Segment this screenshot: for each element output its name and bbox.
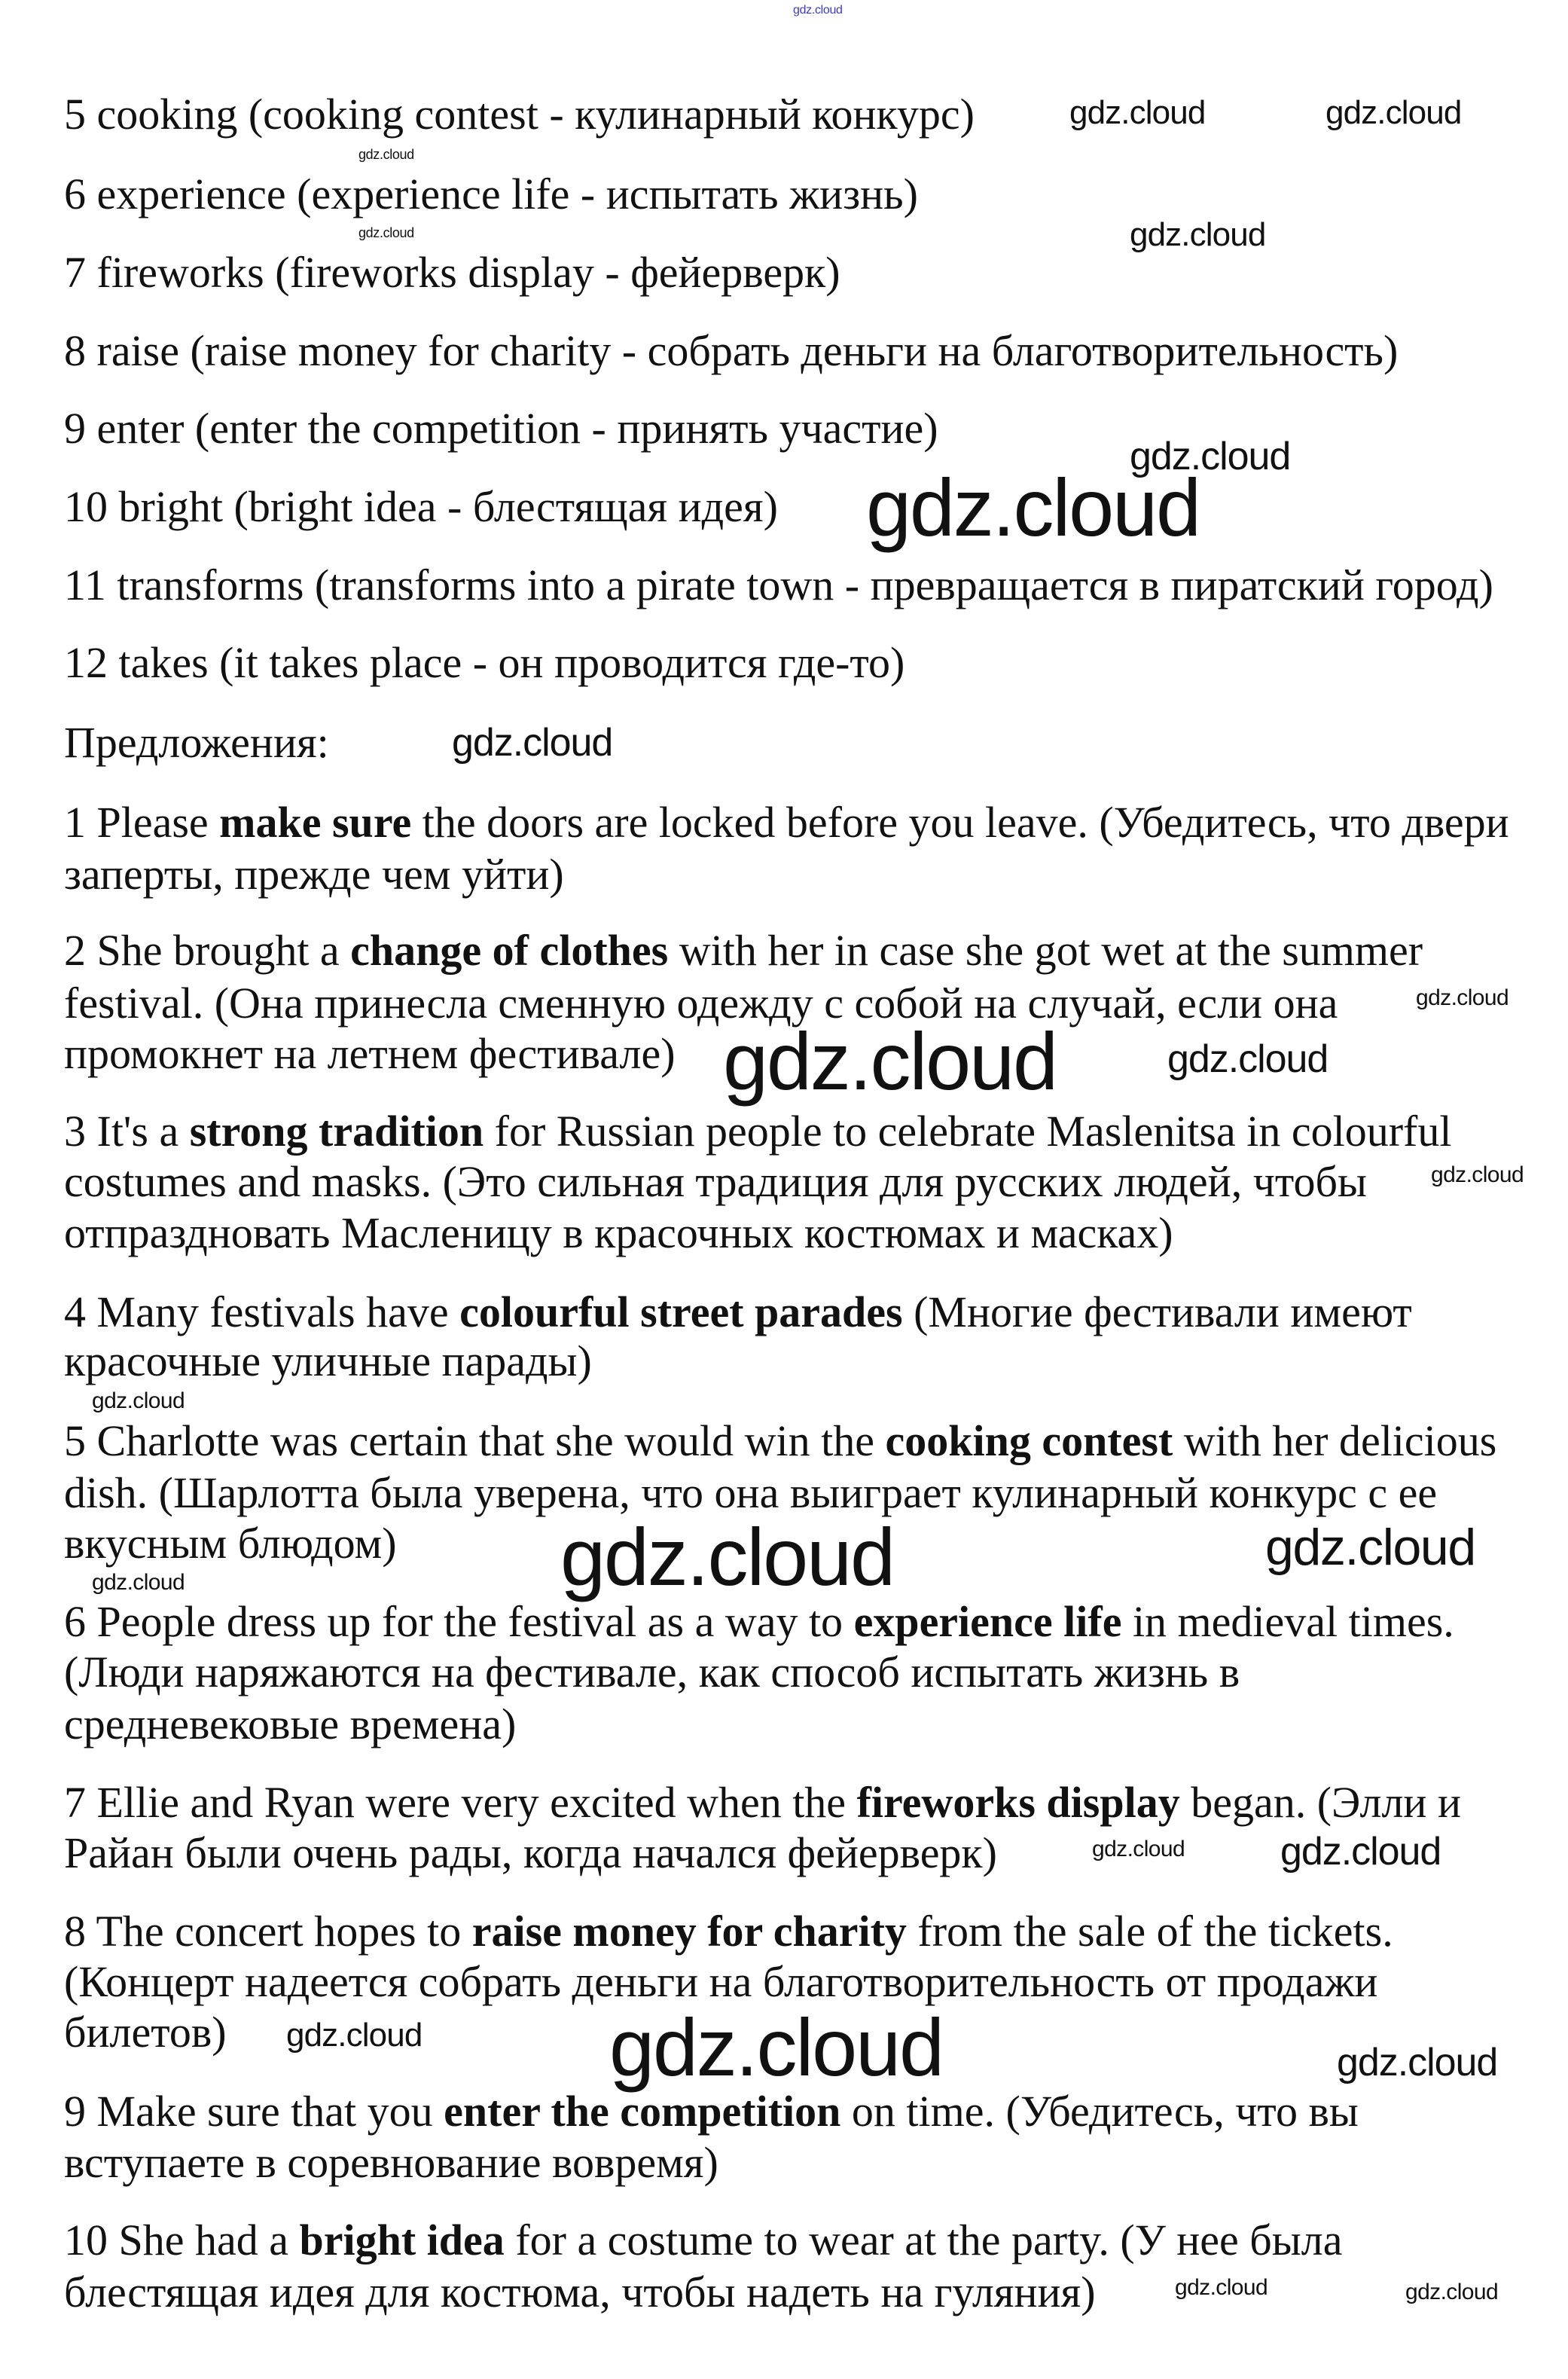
sentence-text: отпраздновать Масленицу в красочных костюмах и масках) xyxy=(64,1208,1173,1257)
watermark: gdz.cloud xyxy=(609,2002,943,2093)
watermark: gdz.cloud xyxy=(1130,216,1266,253)
sentence-text: for Russian people to celebrate Maslenitsa in colourful xyxy=(484,1107,1452,1156)
watermark: gdz.cloud xyxy=(286,2017,423,2054)
sentence-text: 6 People dress up for the festival as a way to xyxy=(64,1597,854,1646)
sentence-line xyxy=(64,1596,1454,1648)
key-phrase: strong tradition xyxy=(189,1107,484,1156)
sentence-text: красочные уличные парады) xyxy=(64,1336,592,1385)
sentence-text: 3 It's a xyxy=(64,1107,190,1156)
vocabulary-item: 10 bright (bright idea - блестящая идея) xyxy=(64,482,778,531)
key-phrase: raise money for charity xyxy=(471,1907,907,1956)
vocabulary-item: 11 transforms (transforms into a pirate town - превращается в пиратский город) xyxy=(64,560,1493,609)
sentence-text: заперты, прежде чем уйти) xyxy=(64,850,564,899)
sentence-line xyxy=(64,1698,516,1751)
sentence-text: on time. (Убедитесь, что вы xyxy=(840,2087,1359,2136)
sentence-text: (Люди наряжаются на фестивале, как способ испытать жизнь в xyxy=(64,1648,1240,1696)
sentence-line xyxy=(64,796,1509,849)
sentence-line xyxy=(64,1905,1393,1958)
watermark: gdz.cloud xyxy=(358,225,414,240)
sentence-text: 8 The concert hopes to xyxy=(64,1907,472,1956)
vocabulary-item: 5 cooking (cooking contest - кулинарный конкурс) xyxy=(64,90,975,139)
sentence-text: 4 Many festivals have xyxy=(64,1287,460,1336)
sentence-text: costumes and masks. (Это сильная традиция для русских людей, чтобы xyxy=(64,1157,1367,1206)
sentence-line xyxy=(64,1207,1173,1260)
sentence-line xyxy=(64,1335,592,1388)
key-phrase: experience life xyxy=(853,1597,1122,1646)
key-phrase: change of clothes xyxy=(350,926,669,975)
sentence-line xyxy=(64,1415,1496,1467)
sentence-text: 5 Charlotte was certain that she would win the xyxy=(64,1416,886,1465)
watermark: gdz.cloud xyxy=(1092,1837,1185,1861)
sentence-line xyxy=(64,1827,997,1880)
watermark: gdz.cloud xyxy=(793,4,843,17)
vocabulary-item: 6 experience (experience life - испытать жизнь) xyxy=(64,169,918,218)
sentence-text: билетов) xyxy=(64,2008,227,2057)
sentence-text: festival. (Она принесла сменную одежду с собой на случай, если она xyxy=(64,979,1338,1028)
key-phrase: bright idea xyxy=(299,2216,505,2264)
watermark: gdz.cloud xyxy=(1405,2280,1499,2304)
sentence-text: Райан были очень рады, когда начался фейерверк) xyxy=(64,1828,997,1877)
sentence-text: вкусным блюдом) xyxy=(64,1519,397,1568)
watermark: gdz.cloud xyxy=(1416,985,1509,1010)
sentence-text: began. (Элли и xyxy=(1179,1778,1461,1827)
sentence-text: with her delicious xyxy=(1173,1416,1497,1465)
sentence-line xyxy=(64,1105,1451,1158)
sentence-text: 10 She had a xyxy=(64,2216,300,2264)
watermark: gdz.cloud xyxy=(92,1388,185,1413)
watermark: gdz.cloud xyxy=(1069,94,1206,131)
watermark: gdz.cloud xyxy=(1175,2275,1268,2300)
vocabulary-item: 8 raise (raise money for charity - собрать деньги на благотворительность) xyxy=(64,326,1399,375)
watermark: gdz.cloud xyxy=(92,1570,185,1595)
watermark: gdz.cloud xyxy=(1130,435,1291,478)
sentence-line xyxy=(64,848,564,901)
watermark: gdz.cloud xyxy=(452,721,613,765)
sentence-text: in medieval times. xyxy=(1121,1597,1454,1646)
sentence-line xyxy=(64,1956,1377,2008)
vocabulary-item: 9 enter (enter the competition - принять участие) xyxy=(64,404,938,453)
watermark: gdz.cloud xyxy=(1280,1830,1441,1874)
sentence-line xyxy=(64,1646,1240,1699)
key-phrase: fireworks display xyxy=(856,1778,1180,1827)
sentences-heading: Предложения: xyxy=(64,718,329,767)
sentence-line xyxy=(64,1156,1367,1208)
sentence-text: 1 Please xyxy=(64,798,220,847)
sentence-text: промокнет на летнем фестивале) xyxy=(64,1029,676,1078)
sentence-line xyxy=(64,2006,227,2059)
sentence-line xyxy=(64,2136,718,2189)
watermark: gdz.cloud xyxy=(560,1511,894,1602)
sentence-text: (Многие фестивали имеют xyxy=(902,1287,1412,1336)
sentence-text: блестящая идея для костюма, чтобы надеть на гуляния) xyxy=(64,2268,1096,2316)
watermark: gdz.cloud xyxy=(1325,94,1462,131)
sentence-text: from the sale of the tickets. xyxy=(906,1907,1393,1956)
sentence-line xyxy=(64,2085,1359,2138)
sentence-line xyxy=(64,977,1338,1030)
sentence-text: dish. (Шарлотта была уверена, что она выиграет кулинарный конкурс с ее xyxy=(64,1468,1438,1517)
sentence-text: 9 Make sure that you xyxy=(64,2087,444,2136)
watermark: gdz.cloud xyxy=(1265,1519,1475,1576)
watermark: gdz.cloud xyxy=(1431,1162,1524,1187)
sentence-line xyxy=(64,1028,676,1080)
sentence-line xyxy=(64,2266,1096,2319)
vocabulary-item: 12 takes (it takes place - он проводится где-то) xyxy=(64,638,905,687)
sentence-text: the doors are locked before you leave. (Убедитесь, что двери xyxy=(411,798,1509,847)
key-phrase: colourful street parades xyxy=(459,1287,903,1336)
watermark: gdz.cloud xyxy=(1167,1037,1329,1081)
sentence-line xyxy=(64,1517,397,1570)
sentence-line xyxy=(64,924,1423,977)
sentence-text: 2 She brought a xyxy=(64,926,351,975)
sentence-text: with her in case she got wet at the summer xyxy=(668,926,1423,975)
key-phrase: cooking contest xyxy=(885,1416,1173,1465)
sentence-line xyxy=(64,1286,1412,1339)
sentence-text: 7 Ellie and Ryan were very excited when the xyxy=(64,1778,857,1827)
sentence-text: средневековые времена) xyxy=(64,1700,517,1748)
sentence-text: вступаете в соревнование вовремя) xyxy=(64,2138,718,2187)
key-phrase: make sure xyxy=(219,798,412,847)
watermark: gdz.cloud xyxy=(1337,2041,1498,2084)
watermark: gdz.cloud xyxy=(358,147,414,162)
watermark: gdz.cloud xyxy=(866,462,1200,553)
watermark: gdz.cloud xyxy=(723,1015,1057,1107)
sentence-text: for a costume to wear at the party. (У нее была xyxy=(504,2216,1343,2264)
key-phrase: enter the competition xyxy=(444,2087,841,2136)
sentence-text: (Концерт надеется собрать деньги на благотворительность от продажи xyxy=(64,1957,1378,2006)
sentence-line xyxy=(64,1776,1461,1829)
vocabulary-item: 7 fireworks (fireworks display - фейерверк) xyxy=(64,248,840,297)
sentence-line xyxy=(64,2214,1342,2267)
